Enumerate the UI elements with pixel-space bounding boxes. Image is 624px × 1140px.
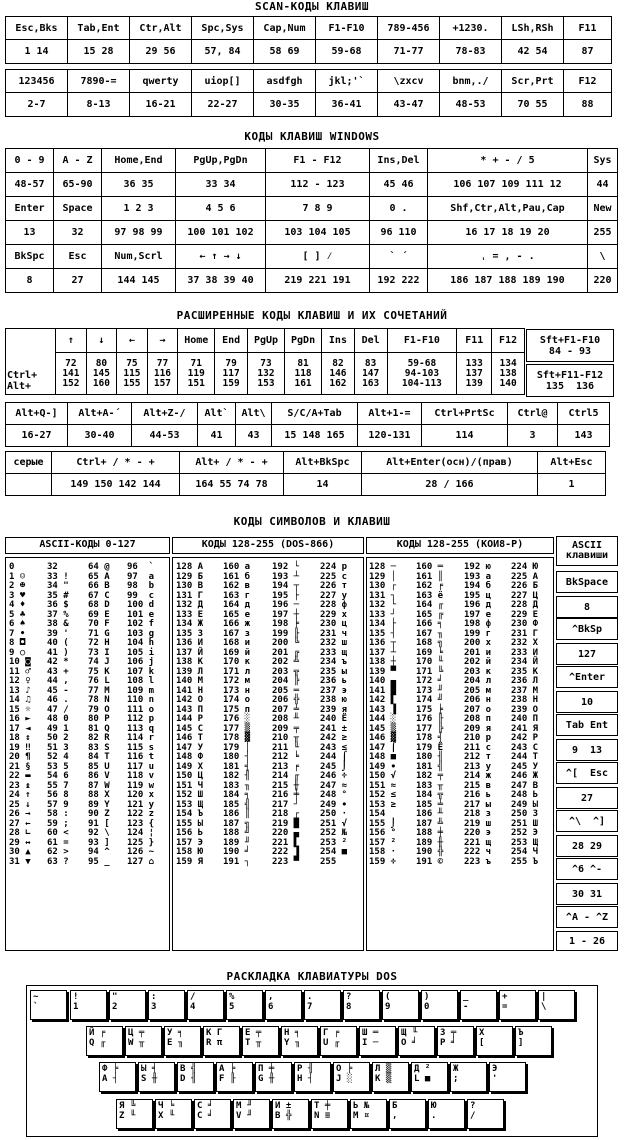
keyboard-key: О ╞ J ░ <box>333 1062 370 1092</box>
win-key: Enter <box>6 197 54 221</box>
ext-value: 81 118 161 <box>285 353 322 395</box>
ext-value: 71 119 151 <box>178 353 215 395</box>
scan-code: 71-77 <box>378 40 440 64</box>
win-code: 220 <box>588 269 618 293</box>
keyboard-layout-title: РАСКЛАДКА КЛАВИАТУРЫ DOS <box>226 970 398 983</box>
win-code: 144 145 <box>102 269 176 293</box>
koi-column-128-159: 128 ─ 129 │ 130 ┌ 131 ┐ 132 └ 133 ┘ 134 ├ 135 ┤ 136 ┬ 137 ┴ 138 ┼ 139 ▀ 140 ▄ 141 █ 142 ▌ 143 ▐ 144 ░ 145 ▒ 146 ▓ 147 ⌠ 148 ■ 149 ∙ 150 √ 151 ≈ 152 ≤ 153 ≥ 154 155 ⌡ 156 ° 157 ² 158 · 159 ÷ <box>369 562 397 867</box>
win-key: New <box>588 197 618 221</box>
win-code: 16 17 18 19 20 <box>428 221 588 245</box>
keyboard-key: Ж ; <box>450 1062 487 1092</box>
keyboard-key: : 3 <box>148 990 185 1020</box>
scan-codes-title: SCAN-КОДЫ КЛАВИШ <box>255 0 369 13</box>
keyboard-key: Х [ <box>476 1026 513 1056</box>
ext-alt-code: 143 <box>558 425 610 447</box>
side-key-label: Tab Ent <box>556 714 618 736</box>
win-row-1 <box>6 149 618 173</box>
scan-key: Tab,Ent <box>68 17 130 40</box>
win-key: Shf,Ctr,Alt,Pau,Cap <box>428 197 588 221</box>
ext-value: 77 116 157 <box>147 353 178 395</box>
ext-value: 75 115 155 <box>117 353 148 395</box>
ext-alt-key: Alt` <box>198 403 236 425</box>
scan-codes-table <box>5 16 612 117</box>
win-code: 96 110 <box>370 221 428 245</box>
win-key: PgUp,PgDn <box>176 149 266 173</box>
ext-value: 133 137 139 <box>457 353 492 395</box>
scan-code: 59-68 <box>316 40 378 64</box>
ext-alt-codes <box>6 425 610 447</box>
ext-alt-code: 41 <box>198 425 236 447</box>
ext-gray-key: Ctrl+ / * - + <box>52 452 180 474</box>
ext-gray-code: 164 55 74 78 <box>180 474 284 496</box>
ascii-keys-header: ASCII клавиши <box>556 536 618 566</box>
win-code: 100 101 102 <box>176 221 266 245</box>
scan-key: jkl;'` <box>316 70 378 93</box>
win-key: ← ↑ → ↓ <box>176 245 266 269</box>
scan-code: 87 <box>564 40 612 64</box>
ext-alt-key: Alt+1-= <box>358 403 422 425</box>
win-key: 7 8 9 <box>266 197 370 221</box>
win-code: 103 104 105 <box>266 221 370 245</box>
scan-row-keys-1 <box>6 17 612 40</box>
win-code: 27 <box>54 269 102 293</box>
ext-key: PgUp <box>247 329 284 353</box>
ext-row-label: Ctrl+ Alt+ <box>6 329 56 395</box>
ext-alt-code: 16-27 <box>6 425 68 447</box>
ext-alt-key: Alt+Q-] <box>6 403 68 425</box>
scan-key: qwerty <box>130 70 192 93</box>
scan-code: 29 56 <box>130 40 192 64</box>
scan-key: Scr,Prt <box>502 70 564 93</box>
ext-key: F12 <box>492 329 525 353</box>
keyboard-key: Э ' <box>489 1062 526 1092</box>
win-key: BkSpc <box>6 245 54 269</box>
side-key-label: ^\ ^] <box>556 810 618 832</box>
extended-codes-title: РАСШИРЕННЫЕ КОДЫ КЛАВИШ И ИХ СОЧЕТАНИЙ <box>176 309 448 322</box>
scan-code: 58 69 <box>254 40 316 64</box>
ext-key: ← <box>117 329 148 353</box>
keyboard-key: Ы ╡ S ╫ <box>138 1062 175 1092</box>
keyboard-key: Ц ╤ W ╥ <box>125 1026 162 1056</box>
keyboard-key: Р ╢ H ┤ <box>294 1062 331 1092</box>
scan-code: 70 55 <box>502 93 564 117</box>
ext-gray-keys <box>6 452 606 474</box>
ext-alt-code: 44-53 <box>132 425 198 447</box>
keyboard-key: Ъ ] <box>515 1026 552 1056</box>
side-key-label: ^BkSp <box>556 618 618 640</box>
scan-key: Spc,Sys <box>192 17 254 40</box>
win-row-3 <box>6 197 618 221</box>
keyboard-key: + = <box>499 990 536 1020</box>
scan-code: 48-53 <box>440 93 502 117</box>
side-key-label: ^A - ^Z <box>556 906 618 928</box>
win-code: 192 222 <box>370 269 428 293</box>
scan-code: 42 54 <box>502 40 564 64</box>
keyboard-key: Е ╤ T ╥ <box>242 1026 279 1056</box>
keyboard-key: Ч ╘ X ╙ <box>155 1099 192 1129</box>
ext-alt-code: 3 <box>508 425 558 447</box>
scan-row-keys-2 <box>6 70 612 93</box>
scan-code: 36-41 <box>316 93 378 117</box>
ext-value: 82 146 162 <box>322 353 355 395</box>
win-key: Esc <box>54 245 102 269</box>
scan-key: bnm,./ <box>440 70 502 93</box>
win-key: Sys <box>588 149 618 173</box>
win-row-5 <box>6 245 618 269</box>
scan-key: +1230. <box>440 17 502 40</box>
win-key: Home,End <box>102 149 176 173</box>
keyboard-key: Ш ═ I ─ <box>359 1026 396 1056</box>
ext-value: 72 141 152 <box>56 353 87 395</box>
ext-alt-code: 15 148 165 <box>272 425 358 447</box>
ext-key: Ins <box>322 329 355 353</box>
ext-alt-key: S/C/A+Tab <box>272 403 358 425</box>
scan-key: asdfgh <box>254 70 316 93</box>
keyboard-key: ! 1 <box>70 990 107 1020</box>
extended-gray-table <box>5 451 606 496</box>
ext-alt-code: 120-131 <box>358 425 422 447</box>
keyboard-key: Б , <box>389 1099 426 1129</box>
win-row-6 <box>6 269 618 293</box>
side-key-label: ^[ Esc <box>556 762 618 784</box>
keyboard-key: | \ <box>538 990 575 1020</box>
win-key: A - Z <box>54 149 102 173</box>
dos866-header: КОДЫ 128-255 (DOS-866) <box>172 537 364 554</box>
ext-key: End <box>215 329 248 353</box>
win-code: 48-57 <box>6 173 54 197</box>
scan-code: 22-27 <box>192 93 254 117</box>
scan-code: 88 <box>564 93 612 117</box>
win-row-4 <box>6 221 618 245</box>
ext-alt-key: Ctrl5 <box>558 403 610 425</box>
scan-key: \zxcv <box>378 70 440 93</box>
keyboard-key: Т ╪ N ≡ <box>311 1099 348 1129</box>
keyboard-key: / 4 <box>187 990 224 1020</box>
ext-gray-code: 1 <box>538 474 606 496</box>
ext-alt-key: Ctrl@ <box>508 403 558 425</box>
ext-gray-code: 14 <box>284 474 362 496</box>
scan-key: Cap,Num <box>254 17 316 40</box>
keyboard-key: % 5 <box>226 990 263 1020</box>
ext-value: 73 132 153 <box>247 353 284 395</box>
keyboard-key: Ь № M ¤ <box>350 1099 387 1129</box>
win-row-2 <box>6 173 618 197</box>
scan-row-codes-2 <box>6 93 612 117</box>
scan-key: 7890-= <box>68 70 130 93</box>
ext-gray-key: Alt+Enter(осн)/(прав) <box>362 452 538 474</box>
ext-alt-keys <box>6 403 610 425</box>
ext-key: F1-F10 <box>387 329 457 353</box>
windows-codes-table <box>5 148 618 293</box>
ext-alt-code: 114 <box>422 425 508 447</box>
win-code: 33 34 <box>176 173 266 197</box>
win-key: 1 2 3 <box>102 197 176 221</box>
ext-key: PgDn <box>285 329 322 353</box>
win-key: 0 . <box>370 197 428 221</box>
keyboard-key: " 2 <box>109 990 146 1020</box>
keyboard-key: ? / <box>467 1099 504 1129</box>
koi-column-160-191: 160 ═ 161 ║ 162 ╒ 163 ё 164 ╓ 165 ╔ 166 ╕ 167 ╖ 168 ╗ 169 ╘ 170 ╙ 171 ╚ 172 ╛ 173 ╜ 174 ╝ 175 ╞ 176 ╟ 177 ╠ 178 ╡ 179 Ё 180 ╢ 181 ╣ 182 ╤ 183 ╥ 184 ╦ 185 ╧ 186 ╨ 187 ╩ 188 ╪ 189 ╫ 190 ╬ 191 © <box>416 562 444 867</box>
win-key: Ins,Del <box>370 149 428 173</box>
ascii-column-96-127: 96 ` 97 a 98 b 99 c 100 d 101 e 102 f 103 g 104 h 105 i 106 j 107 k 108 l 109 m 110 n 111 o 112 p 113 q 114 r 115 s 116 t 117 u 118 v 119 w 120 x 121 y 122 z 123 { 124 ¦ 125 } 126 ~ 127 ⌂ <box>127 562 155 867</box>
keyboard-key: З ╤ P ╛ <box>437 1026 474 1056</box>
win-code: 97 98 99 <box>102 221 176 245</box>
scan-key: 123456 <box>6 70 68 93</box>
win-key: F1 - F12 <box>266 149 370 173</box>
win-key: ` ´ <box>370 245 428 269</box>
win-code: 8 <box>6 269 54 293</box>
side-key-code: 9 13 <box>556 739 618 761</box>
extended-alt-table <box>5 402 610 447</box>
keyboard-key: _ - <box>460 990 497 1020</box>
symbol-codes-title: КОДЫ СИМВОЛОВ И КЛАВИШ <box>233 515 391 528</box>
win-code: 44 <box>588 173 618 197</box>
win-code: 36 35 <box>102 173 176 197</box>
scan-code: 57, 84 <box>192 40 254 64</box>
side-key-label: ^Enter <box>556 666 618 688</box>
keyboard-key: У ╕ E ╖ <box>164 1026 201 1056</box>
scan-key: F1-F10 <box>316 17 378 40</box>
keyboard-key: В ╣ D ╢ <box>177 1062 214 1092</box>
ext-key: ↓ <box>86 329 117 353</box>
ext-gray-key: Alt+Esc <box>538 452 606 474</box>
win-code: 37 38 39 40 <box>176 269 266 293</box>
scan-key: Ctr,Alt <box>130 17 192 40</box>
scan-key: Esc,Bks <box>6 17 68 40</box>
keyboard-key: П ╪ G ╫ <box>255 1062 292 1092</box>
scan-code: 78-83 <box>440 40 502 64</box>
ext-alt-code: 43 <box>236 425 272 447</box>
win-key: \ <box>588 245 618 269</box>
keyboard-key: Г ╒ U ╓ <box>320 1026 357 1056</box>
ext-gray-code: 149 150 142 144 <box>52 474 180 496</box>
ext-value: 83 147 163 <box>354 353 387 395</box>
scan-code: 1 14 <box>6 40 68 64</box>
ext-key: F11 <box>457 329 492 353</box>
dos-column-224-255: 224 р 225 с 226 т 227 у 228 ф 229 х 230 ц 231 ч 232 ш 233 щ 234 ъ 235 ы 236 ь 237 э 238 ю 239 я 240 Ё 241 ± 242 ≥ 243 ≤ 244 ⌠ 245 ⌡ 246 ÷ 247 ≈ 248 ° 249 ∙ 250 · 251 √ 252 № 253 ² 254 ■ 255 <box>320 562 348 867</box>
scan-code: 2-7 <box>6 93 68 117</box>
ext-alt-key: Alt\ <box>236 403 272 425</box>
scan-code: 16-21 <box>130 93 192 117</box>
keyboard-key: Д ² L ■ <box>411 1062 448 1092</box>
win-key: ˌ = , - . <box>428 245 588 269</box>
koi-column-192-223: 192 ю 193 а 194 б 195 ц 196 д 197 е 198 ф 199 г 200 х 201 и 202 й 203 к 204 л 205 м 206 н 207 о 208 п 209 я 210 р 211 с 212 т 213 у 214 ж 215 в 216 ь 217 ы 218 з 219 ш 220 э 221 щ 222 ч 223 ъ <box>464 562 492 867</box>
win-key: * + - / 5 <box>428 149 588 173</box>
keyboard-key: ~ ` <box>30 990 67 1020</box>
side-key-code: 30 31 <box>556 883 618 905</box>
scan-code: 30-35 <box>254 93 316 117</box>
keyboard-key: Ф ╞ A ┤ <box>99 1062 136 1092</box>
ext-alt-key: Ctrl+PrtSc <box>422 403 508 425</box>
side-key-code: 8 <box>556 596 618 618</box>
ext-key: ↑ <box>56 329 87 353</box>
win-code: 186 187 188 189 190 <box>428 269 588 293</box>
ext-values-row <box>6 353 525 395</box>
win-code: 13 <box>6 221 54 245</box>
keyboard-key: А ╞ F ╟ <box>216 1062 253 1092</box>
ext-key: Home <box>178 329 215 353</box>
keyboard-key: , 6 <box>265 990 302 1020</box>
win-code: 32 <box>54 221 102 245</box>
ascii-column-0-31: 0 1 ☺ 2 ☻ 3 ♥ 4 ♦ 5 ♣ 6 ♠ 7 • 8 ◘ 9 ○ 10 ◙ 11 ♂ 12 ♀ 13 ♪ 14 ♫ 15 ☼ 16 ► 17 ◄ 18 ↕ 19 ‼ 20 ¶ 21 § 22 ▬ 23 ↨ 24 ↑ 25 ↓ 26 → 27 ← 28 ∟ 29 ↔ 30 ▲ 31 ▼ <box>9 562 31 867</box>
scan-key: F11 <box>564 17 612 40</box>
ext-value: 80 145 160 <box>86 353 117 395</box>
keyboard-key: Й ╒ Q ╓ <box>86 1026 123 1056</box>
keyboard-key: . 7 <box>304 990 341 1020</box>
ext-gray-key: Alt+BkSpc <box>284 452 362 474</box>
ext-alt-key: Alt+A-´ <box>68 403 132 425</box>
ext-gray-key: Alt+ / * - + <box>180 452 284 474</box>
keyboard-key: Н ╕ Y ╖ <box>281 1026 318 1056</box>
win-key: Num,Scrl <box>102 245 176 269</box>
ascii-column-64-95: 64 @ 65 A 66 B 67 C 68 D 69 E 70 F 71 G 72 H 73 I 74 J 75 K 76 L 77 M 78 N 79 O 80 P 81 Q 82 R 83 S 84 T 85 U 86 V 87 W 88 X 89 Y 90 Z 91 [ 92 \ 93 ] 94 ^ 95 _ <box>88 562 110 867</box>
scan-code: 43-47 <box>378 93 440 117</box>
ext-shift-f1-f10: Sft+F1-F10 84 - 93 <box>526 329 614 362</box>
keyboard-key: И ± B ╬ <box>272 1099 309 1129</box>
keyboard-key: ( 9 <box>382 990 419 1020</box>
ext-gray-code: 28 / 166 <box>362 474 538 496</box>
dos-column-128-159: 128 А 129 Б 130 В 131 Г 132 Д 133 Е 134 Ж 135 З 136 И 137 Й 138 К 139 Л 140 М 141 Н 142 О 143 П 144 Р 145 С 146 Т 147 У 148 Ф 149 Х 150 Ц 151 Ч 152 Ш 153 Щ 154 Ъ 155 Ы 156 Ь 157 Э 158 Ю 159 Я <box>176 562 204 867</box>
scan-code: 8-13 <box>68 93 130 117</box>
scan-key: LSh,RSh <box>502 17 564 40</box>
scan-key: F12 <box>564 70 612 93</box>
ascii-column-32-63: 32 33 ! 34 " 35 # 36 $ 37 % 38 & 39 ' 40 ( 41 ) 42 * 43 + 44 , 45 - 46 . 47 / 48 0 49 1 50 2 51 3 52 4 53 5 54 6 55 7 56 8 57 9 58 : 59 ; 60 < 61 = 62 > 63 ? <box>47 562 69 867</box>
side-key-label: ^6 ^- <box>556 858 618 880</box>
side-key-label: BkSpace <box>556 571 618 593</box>
keyboard-key: ) 0 <box>421 990 458 1020</box>
side-key-code: 127 <box>556 643 618 665</box>
keyboard-key: Я ╚ Z ╙ <box>116 1099 153 1129</box>
win-code: 45 46 <box>370 173 428 197</box>
ext-shift-f11-f12: Sft+F11-F12 135 136 <box>526 364 614 397</box>
win-code: 219 221 191 <box>266 269 370 293</box>
keyboard-key: М ╜ V ╜ <box>233 1099 270 1129</box>
ascii-header: ASCII-КОДЫ 0-127 <box>5 537 170 554</box>
win-key: [ ] ⁄ <box>266 245 370 269</box>
side-key-code: 10 <box>556 691 618 713</box>
keyboard-key: ? 8 <box>343 990 380 1020</box>
keyboard-key: К Г R π <box>203 1026 240 1056</box>
ext-alt-key: Alt+Z-/ <box>132 403 198 425</box>
extended-codes-table <box>5 328 525 395</box>
ext-value: 134 138 140 <box>492 353 525 395</box>
ext-gray-codes <box>6 474 606 496</box>
win-code: 255 <box>588 221 618 245</box>
keyboard-key: С ╛ C ╛ <box>194 1099 231 1129</box>
koi-column-224-255: 224 Ю 225 А 226 Б 227 Ц 228 Д 229 Е 230 Ф 231 Г 232 Х 233 И 234 Й 235 К 236 Л 237 М 238 Н 239 О 240 П 241 Я 242 Р 243 С 244 Т 245 У 246 Ж 247 В 248 Ь 249 Ы 250 З 251 Ш 252 Э 253 Щ 254 Ч 255 Ъ <box>511 562 539 867</box>
side-key-code: 27 <box>556 787 618 809</box>
scan-key: uiop[] <box>192 70 254 93</box>
koi8-header: КОДЫ 128-255 (КОИ8-Р) <box>366 537 554 554</box>
ext-head-row <box>6 329 525 353</box>
ext-gray-code <box>6 474 52 496</box>
keyboard-key: Л ▒ K ▒ <box>372 1062 409 1092</box>
dos-column-192-223: 192 └ 193 ┴ 194 ┬ 195 ├ 196 ─ 197 ┼ 198 ╞ 199 ╟ 200 ╚ 201 ╔ 202 ╩ 203 ╦ 204 ╠ 205 ═ 206 ╬ 207 ╧ 208 ╨ 209 ╤ 210 ╥ 211 ╙ 212 ╘ 213 ╒ 214 ╓ 215 ╫ 216 ╪ 217 ┘ 218 ┌ 219 █ 220 ▄ 221 ▌ 222 ▐ 223 ▀ <box>272 562 300 867</box>
win-key: Space <box>54 197 102 221</box>
ext-key: → <box>147 329 178 353</box>
side-key-code: 1 - 26 <box>556 931 618 951</box>
keyboard-key: Ю . <box>428 1099 465 1129</box>
win-key: 0 - 9 <box>6 149 54 173</box>
ext-value: 59-68 94-103 104-113 <box>387 353 457 395</box>
keyboard-key: Щ ╙ O ╛ <box>398 1026 435 1056</box>
dos-column-160-191: 160 а 161 б 162 в 163 г 164 д 165 е 166 ж 167 з 168 и 169 й 170 к 171 л 172 м 173 н 174 о 175 п 176 ░ 177 ▒ 178 ▓ 179 │ 180 ┤ 181 ╡ 182 ╢ 183 ╖ 184 ╕ 185 ╣ 186 ║ 187 ╗ 188 ╝ 189 ╜ 190 ╛ 191 ┐ <box>223 562 251 867</box>
ext-value: 79 117 159 <box>215 353 248 395</box>
win-code: 106 107 109 111 12 <box>428 173 588 197</box>
win-code: 112 - 123 <box>266 173 370 197</box>
scan-row-codes-1 <box>6 40 612 64</box>
win-key: 4 5 6 <box>176 197 266 221</box>
scan-code: 15 28 <box>68 40 130 64</box>
windows-codes-title: КОДЫ КЛАВИШ WINDOWS <box>244 130 380 143</box>
side-key-code: 28 29 <box>556 835 618 857</box>
scan-key: 789-456 <box>378 17 440 40</box>
ext-gray-key: серые <box>6 452 52 474</box>
ext-alt-code: 30-40 <box>68 425 132 447</box>
win-code: 65-90 <box>54 173 102 197</box>
ext-key: Del <box>354 329 387 353</box>
